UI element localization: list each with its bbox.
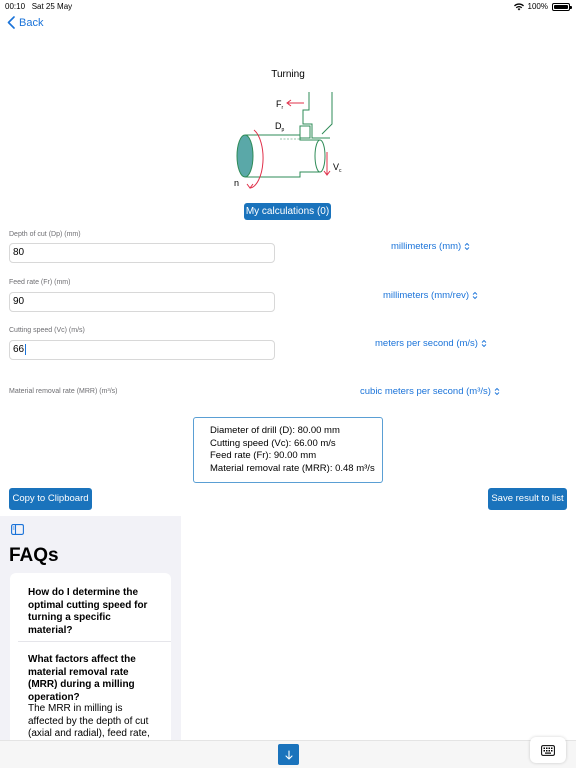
result-line: Material removal rate (MRR): 0.48 m³/s [210, 462, 375, 474]
my-calculations-button[interactable]: My calculations (0) [244, 203, 331, 220]
copy-to-clipboard-button[interactable]: Copy to Clipboard [9, 488, 92, 510]
feed-rate-input[interactable]: 90 [9, 292, 275, 312]
workpiece-body [245, 135, 320, 177]
battery-fill [554, 5, 568, 9]
faq-card [10, 573, 171, 740]
vc-label: $V_c$ [333, 162, 342, 174]
workpiece-face [237, 135, 253, 177]
battery-percent: 100% [527, 2, 548, 11]
n-label: n [234, 178, 240, 188]
wifi-icon [514, 3, 524, 11]
turning-diagram [228, 88, 358, 192]
feed-unit-select[interactable]: millimeters (mm/rev) [383, 290, 478, 301]
mrr-unit-select[interactable]: cubic meters per second (m³/s) [360, 386, 500, 397]
keyboard-button[interactable] [530, 737, 566, 763]
keyboard-icon [541, 745, 555, 756]
chevron-updown-icon [481, 339, 487, 348]
feed-rate-label: Feed rate (Fr) (mm) [9, 279, 71, 286]
faq-heading: FAQs [9, 545, 59, 566]
faq-answer: The MRR in milling is affected by the depth of cut (axial and radial), feed rate, [28, 703, 150, 739]
faq-divider [18, 641, 171, 642]
speed-unit-select[interactable]: meters per second (m/s) [375, 338, 487, 349]
bottom-toolbar [0, 740, 576, 768]
cutting-speed-label: Cutting speed (Vc) (m/s) [9, 327, 85, 334]
scroll-down-button[interactable] [278, 744, 299, 765]
fr-label: $F_r$ [276, 99, 284, 111]
mrr-label: Material removal rate (MRR) (m³/s) [9, 388, 118, 395]
depth-unit-select[interactable]: millimeters (mm) [391, 241, 470, 252]
result-line: Diameter of drill (D): 80.00 mm [210, 425, 340, 436]
cutting-insert [300, 126, 310, 138]
depth-of-cut-label: Depth of cut (Dp) (mm) [9, 231, 81, 238]
tool-holder-edge [322, 92, 332, 134]
chevron-updown-icon [472, 291, 478, 300]
dp-label: $D_p$ [275, 121, 285, 133]
chevron-updown-icon [464, 242, 470, 251]
arrow-down-icon [285, 750, 293, 760]
workpiece-end [315, 140, 325, 172]
status-indicators [514, 2, 570, 11]
result-box [193, 417, 383, 483]
cutting-speed-input[interactable]: 66 [9, 340, 275, 360]
save-result-button[interactable]: Save result to list [488, 488, 567, 510]
chevron-updown-icon [494, 387, 500, 396]
faq-panel [0, 516, 181, 740]
page-title: Turning [271, 69, 305, 80]
result-line: Feed rate (Fr): 90.00 mm [210, 450, 317, 461]
result-line: Cutting speed (Vc): 66.00 m/s [210, 437, 336, 449]
text-caret [25, 344, 26, 355]
faq-question[interactable]: What factors affect the material removal rate (MRR) during a milling operation? [28, 654, 136, 703]
back-label: Back [19, 16, 44, 29]
status-bar [0, 0, 576, 14]
sidebar-toggle-icon[interactable] [11, 524, 24, 535]
battery-icon [552, 3, 570, 11]
back-button[interactable] [7, 16, 43, 29]
faq-question[interactable]: How do I determine the optimal cutting speed for turning a specific material? [28, 587, 148, 636]
depth-of-cut-input[interactable]: 80 [9, 243, 275, 263]
status-time: 00:10 Sat 25 May [5, 2, 73, 11]
chevron-left-icon [7, 16, 15, 29]
